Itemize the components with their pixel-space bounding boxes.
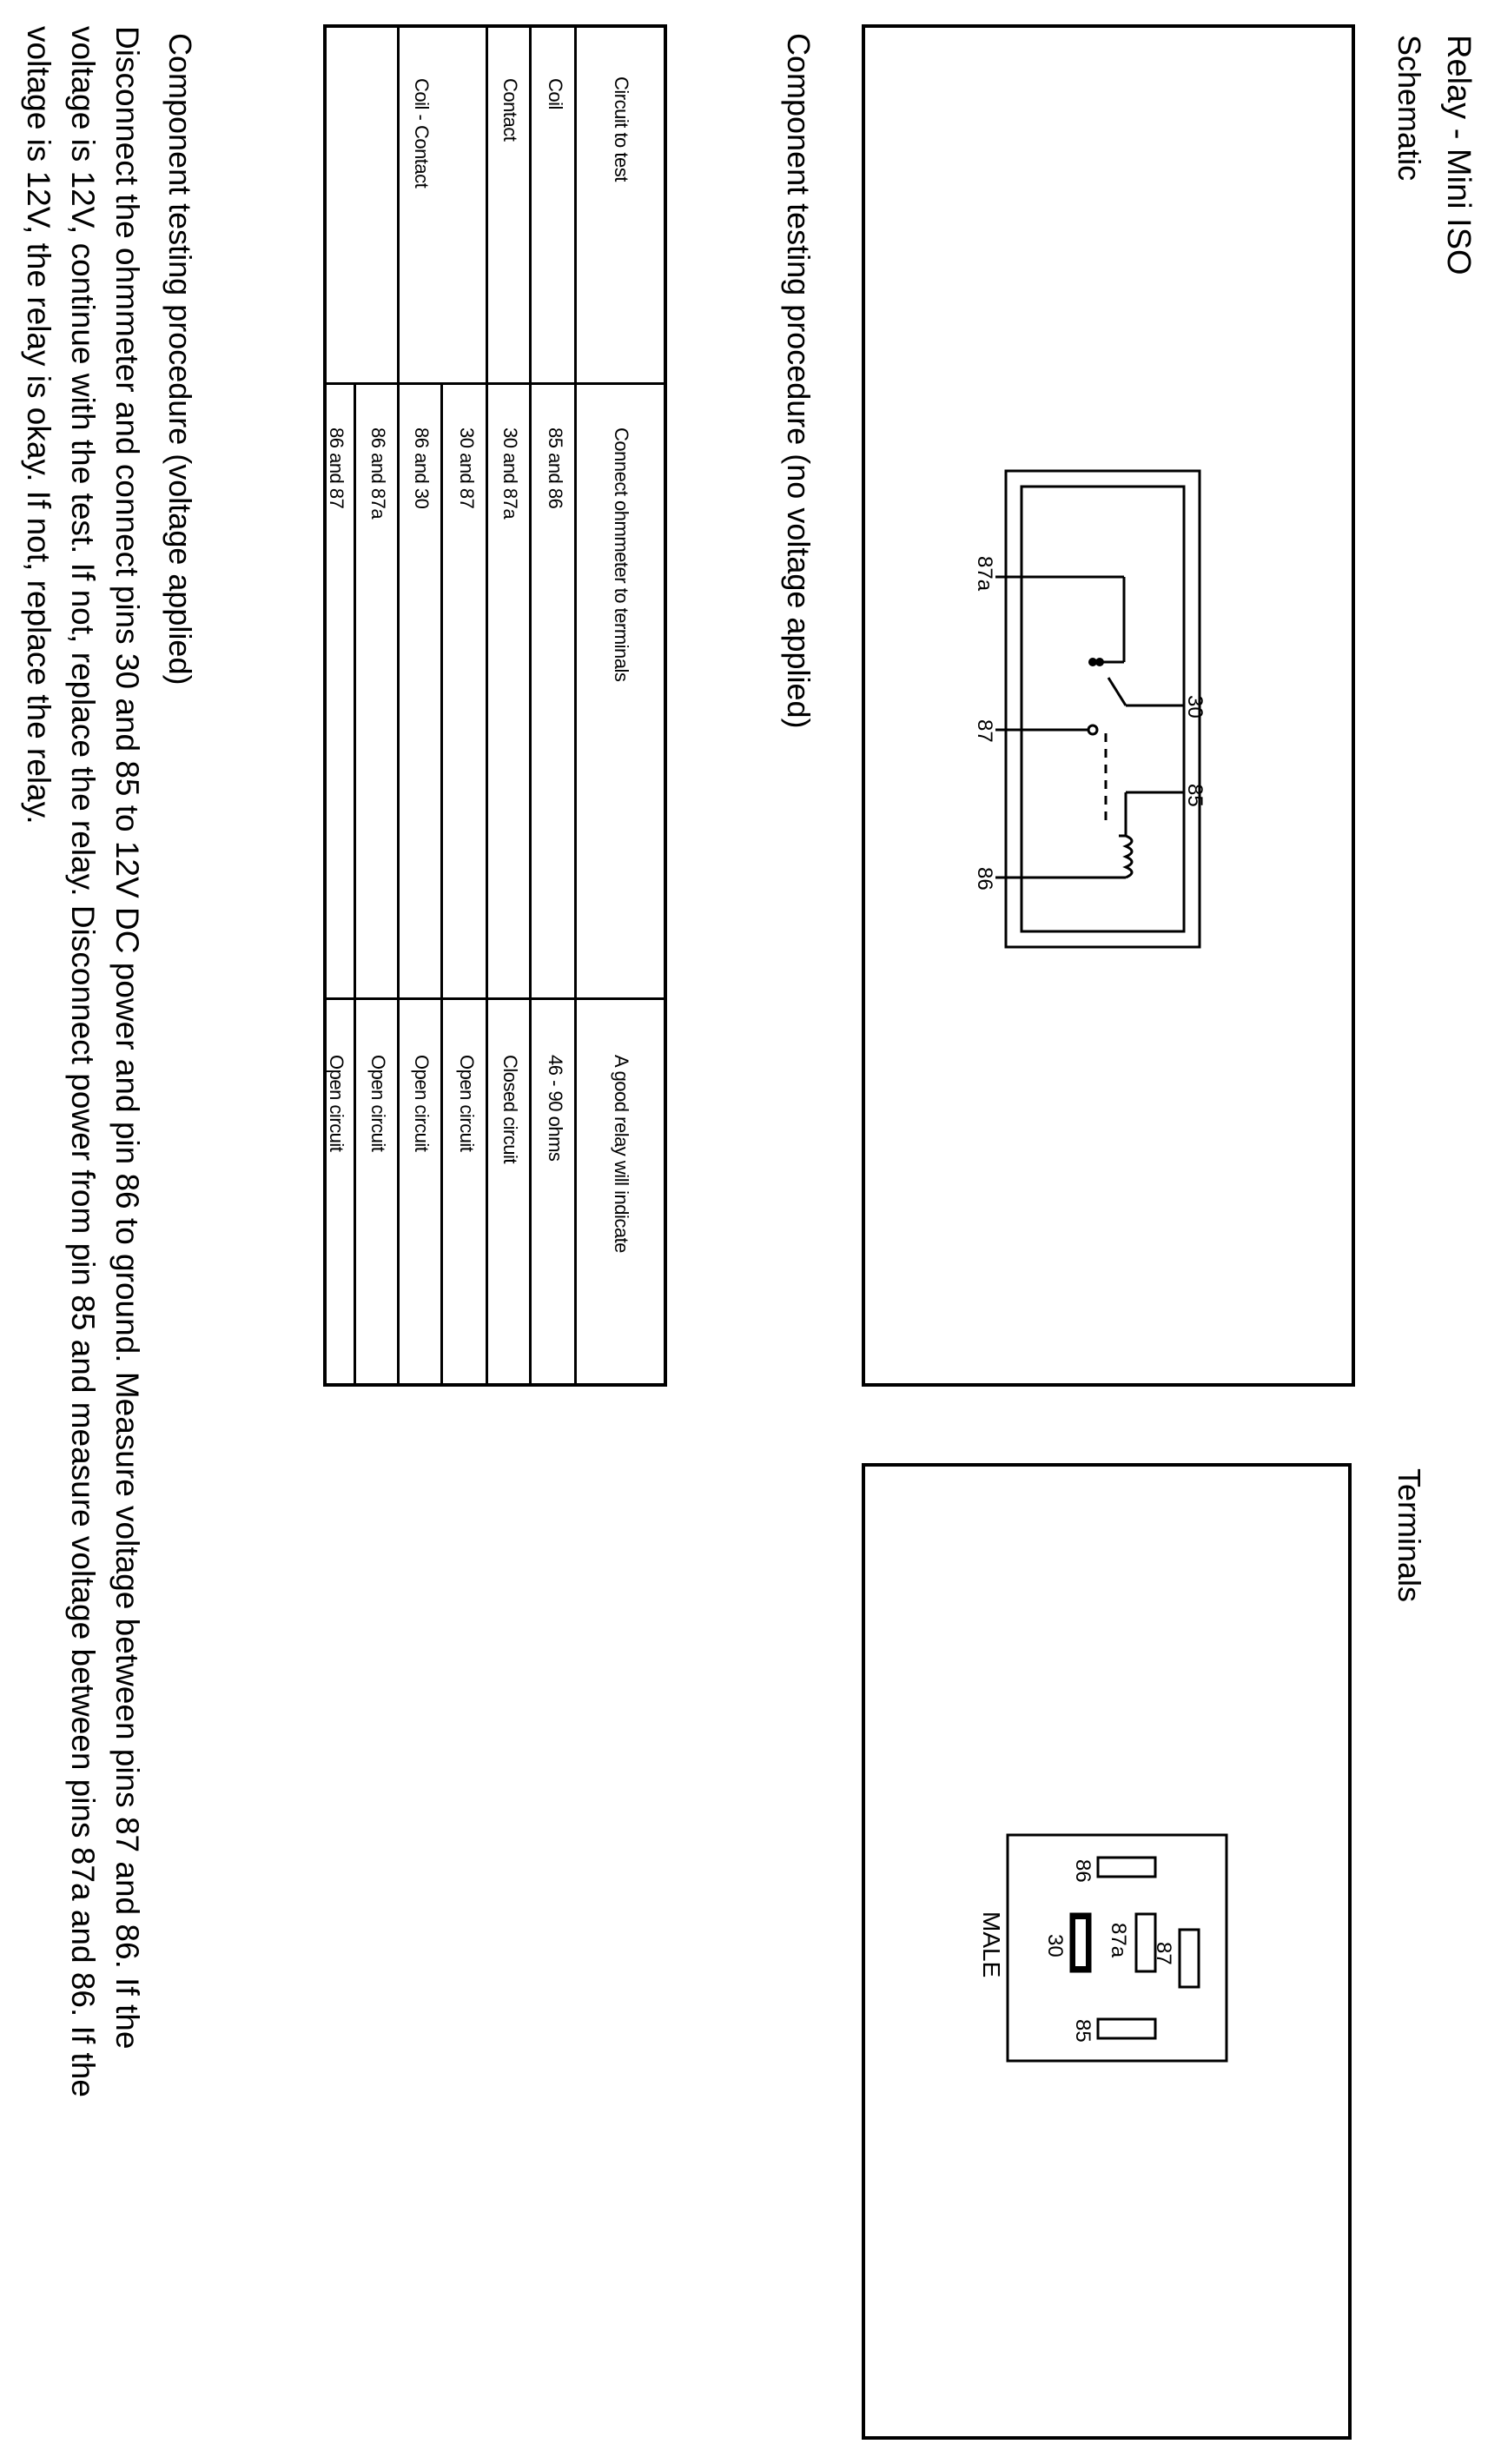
test-voltage-paragraph	[17, 26, 149, 2372]
test-voltage-heading: Component testing procedure (voltage applied)	[162, 33, 198, 686]
row-1-indication: 46 - 90 ohms	[545, 1055, 566, 1162]
pin-label-86: 86	[1071, 1859, 1094, 1883]
paragraph-line-2: voltage is 12V, continue with the test. If not, replace the relay. Disconnect power from pin 85 and measure voltage between pins 87a and 86. If the	[65, 26, 101, 2097]
row-6-terminals: 86 and 87	[326, 427, 347, 509]
row-2-indication: Closed circuit	[499, 1055, 521, 1164]
terminals-heading: Terminals	[1392, 1468, 1427, 1603]
row-3-indication: Open circuit	[456, 1055, 478, 1152]
pin-label-87: 87	[1152, 1942, 1175, 1965]
row-4-terminals: 86 and 30	[411, 427, 433, 509]
relay-schematic-diagram	[865, 28, 1352, 1383]
pin-label-87a: 87a	[1107, 1923, 1130, 1958]
schematic-label-30: 30	[1183, 695, 1207, 719]
test-table	[323, 24, 667, 1387]
row-5-indication: Open circuit	[367, 1055, 389, 1152]
schematic-label-86: 86	[973, 867, 996, 891]
col-header-circuit: Circuit to test	[611, 76, 632, 182]
col-header-indication: A good relay will indicate	[611, 1055, 632, 1253]
schematic-box	[862, 24, 1355, 1387]
connector-pinout-diagram	[865, 1467, 1348, 2436]
row-2-circuit: Contact	[499, 78, 521, 142]
page-title: Relay - Mini ISO	[1440, 35, 1477, 275]
row-1-circuit: Coil	[545, 78, 566, 109]
row-4-indication: Open circuit	[411, 1055, 433, 1152]
row-5-terminals: 86 and 87a	[367, 427, 389, 520]
schematic-label-87: 87	[973, 719, 996, 743]
schematic-label-85: 85	[1183, 784, 1207, 807]
row-1-terminals: 85 and 86	[545, 427, 566, 509]
row-6-indication: Open circuit	[326, 1055, 347, 1152]
row-4-circuit: Coil - Contact	[411, 78, 433, 189]
pin-label-85: 85	[1071, 2019, 1094, 2043]
connector-type-label: MALE	[978, 1911, 1005, 1978]
schematic-label-87a: 87a	[973, 556, 996, 592]
schematic-heading: Schematic	[1392, 35, 1427, 182]
paragraph-line-1: Disconnect the ohmmeter and connect pins 30 and 85 to 12V DC power and pin 86 to ground. Measure voltage between pins 87 and 86. If the	[109, 26, 145, 2050]
pin-label-30: 30	[1043, 1934, 1067, 1957]
row-2-terminals: 30 and 87a	[499, 427, 521, 520]
test-no-voltage-heading: Component testing procedure (no voltage applied)	[781, 33, 817, 729]
paragraph-line-3: voltage is 12V, the relay is okay. If not, replace the relay.	[21, 26, 56, 825]
col-header-terminals: Connect ohmmeter to terminals	[611, 427, 632, 682]
terminals-box	[862, 1463, 1352, 2440]
row-3-terminals: 30 and 87	[456, 427, 478, 509]
